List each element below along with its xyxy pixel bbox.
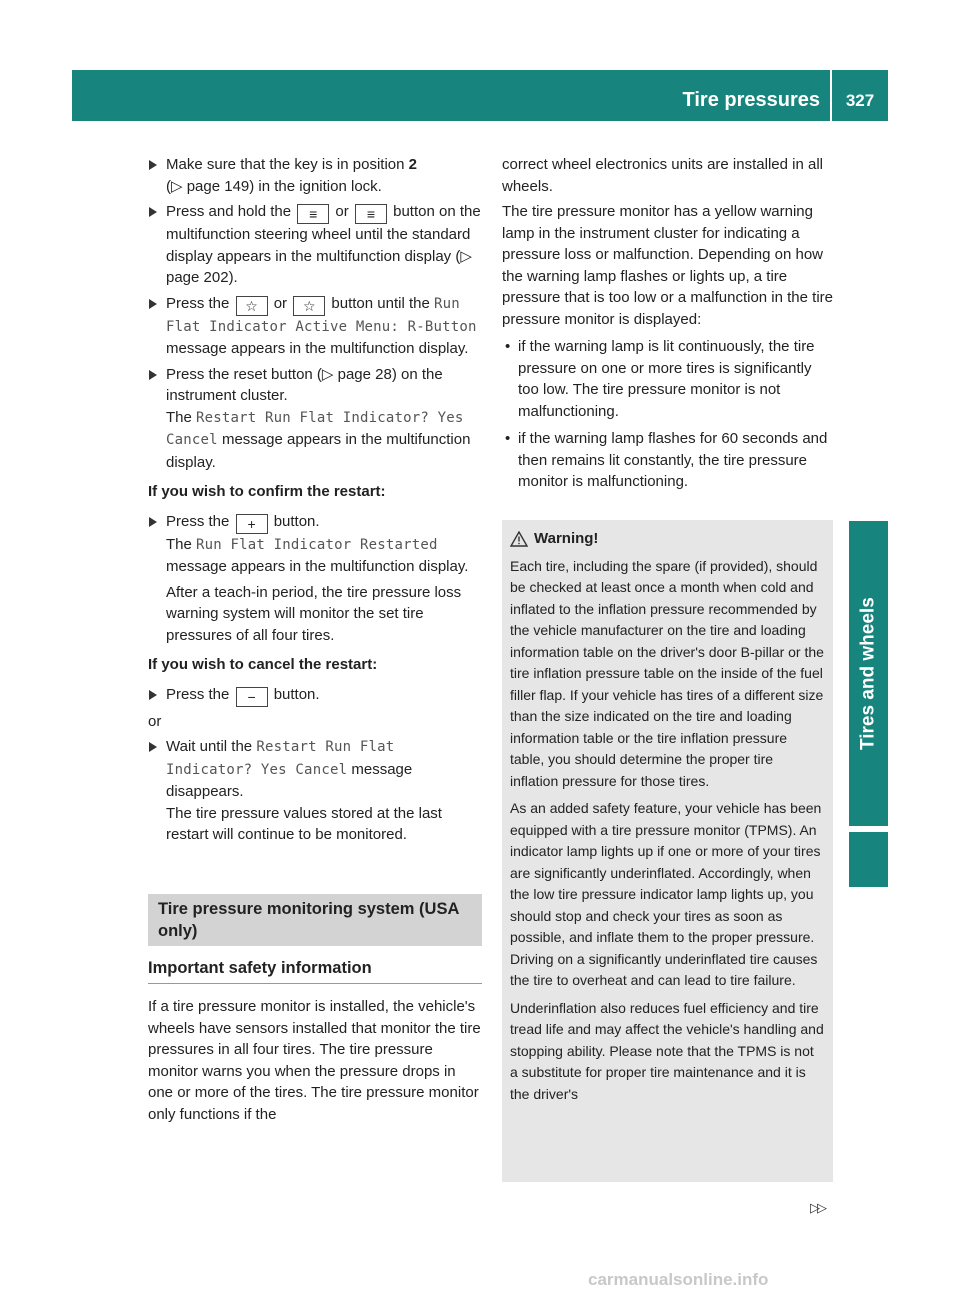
step-wait xyxy=(148,736,482,846)
step-text: Press the xyxy=(166,512,234,530)
display-message: Run Flat Indicator Active Menu: R-Button xyxy=(166,295,477,335)
cancel-heading: If you wish to cancel the restart: xyxy=(148,656,378,673)
step-text: The xyxy=(166,408,197,426)
step-select-menu xyxy=(148,293,482,360)
step-text: message appears in the multifunction display. xyxy=(166,340,469,357)
step-reset xyxy=(148,364,482,474)
right-column xyxy=(502,154,836,493)
warning-paragraph: Underinflation also reduces fuel efficiency and tire tread life and may affect the vehicle's handling and stopping ability. Please note that the TPMS is not a substitute for proper tire maintenance and it is the driver's xyxy=(510,999,824,1102)
chapter-marker xyxy=(849,832,888,887)
step-text: button until the xyxy=(327,294,434,312)
body-paragraph: correct wheel electronics units are installed in all wheels. xyxy=(502,156,823,195)
header-title: Tire pressures xyxy=(682,89,820,111)
page-header xyxy=(72,70,888,121)
step-text: Wait until the xyxy=(166,738,257,755)
page-number: 327 xyxy=(845,91,875,110)
display-message: Run Flat Indicator Restarted xyxy=(196,536,438,553)
step-text: button. xyxy=(269,685,320,703)
step-text: (▷ page 149) in the ignition lock. xyxy=(166,177,382,195)
display-message: Restart Run Flat Indicator? Yes Cancel xyxy=(166,739,395,778)
chapter-tab xyxy=(849,521,888,826)
step-text: Press the reset button (▷ page 28) on the instrument cluster. xyxy=(166,365,443,404)
warning-paragraph: As an added safety feature, your vehicle has been equipped with a tire pressure monitor (TPMS). An indicator lamp lights up if one or more of your tires are significantly underinflated. Accordingly, when the low tire pressure indicator lamp lights up, you should stop and check your tires as soon as possible, and inflate them to the proper pressure. Driving on a significantly underinflated tire causes the tire to overheat and can lead to tire failure. xyxy=(510,800,822,988)
step-text: The tire pressure values stored at the last restart will continue to be monitored. xyxy=(166,804,442,843)
step-text: Press the xyxy=(166,294,234,312)
plus-button-icon: + xyxy=(236,514,268,534)
step-text: message appears in the multifunction display. xyxy=(166,431,471,471)
list-item: • if the warning lamp flashes for 60 seconds and then remains lit constantly, the tire pressure monitor is malfunctioning. xyxy=(502,428,836,493)
confirm-heading: If you wish to confirm the restart: xyxy=(148,483,386,500)
display-message: Restart Run Flat Indicator? Yes Cancel xyxy=(166,409,464,448)
display-button-alt-icon: ≡ xyxy=(355,204,387,224)
up-button-icon: ☆ xyxy=(236,296,268,316)
warning-triangle-icon xyxy=(510,531,528,547)
section-heading: Tire pressure monitoring system (USA only) xyxy=(148,894,482,946)
step-text: or xyxy=(331,203,353,220)
or-separator: or xyxy=(148,712,162,730)
list-item: • if the warning lamp is lit continuously, the tire pressure on one or more tires is significantly too low. The tire pressure monitor is not malfunctioning. xyxy=(502,336,836,422)
down-button-icon: ☆ xyxy=(293,296,325,316)
left-column xyxy=(148,154,482,1125)
continue-arrow-icon: ▷▷ xyxy=(810,1200,824,1215)
step-text: message disappears. xyxy=(166,760,413,800)
step-press-hold xyxy=(148,201,482,289)
subsection-heading: Important safety information xyxy=(148,958,482,985)
step-text: message appears in the multifunction display. xyxy=(166,558,469,575)
warning-title xyxy=(510,528,825,550)
step-key-position xyxy=(148,154,482,197)
step-text: button. xyxy=(269,512,320,530)
key-position-value: 2 xyxy=(408,156,417,173)
minus-button-icon: − xyxy=(236,687,268,707)
chapter-tab-label: Tires and wheels xyxy=(857,597,879,750)
step-text: or xyxy=(269,294,292,312)
step-confirm xyxy=(148,511,482,647)
step-text: The xyxy=(166,535,197,553)
warning-box xyxy=(502,520,833,1182)
step-text: Make sure that the key is in position xyxy=(166,156,409,173)
step-text: button on the multifunction steering wheel until the standard display appears in the multifunction display (▷ page 202). xyxy=(166,203,481,286)
step-text: Press and hold the xyxy=(166,203,296,220)
step-text: Press the xyxy=(166,685,234,703)
body-paragraph: The tire pressure monitor has a yellow warning lamp in the instrument cluster for indicating a pressure loss or malfunction. Depending on how the warning lamp flashes or lights up, a tire pressure that is too low or a malfunction in the tire pressure monitor is displayed: xyxy=(502,203,833,328)
warning-paragraph: Each tire, including the spare (if provided), should be checked at least once a month when cold and inflated to the inflation pressure recommended by the vehicle manufacturer on the tire and loading information table on the driver's door B-pillar or the tire inflation pressure table on the inside of the fuel filler flap. If your vehicle has tires of a different size than the size indicated on the tire and loading information table or the tire inflation pressure table, you should determine the proper tire inflation pressure for those tires. xyxy=(510,557,824,789)
warning-title-text: Warning! xyxy=(534,530,599,547)
step-cancel xyxy=(148,684,482,707)
display-button-icon: ≡ xyxy=(297,204,329,224)
watermark: carmanualsonline.info xyxy=(588,1270,769,1289)
body-paragraph: If a tire pressure monitor is installed, the vehicle's wheels have sensors installed that monitor the tire pressures in all four tires. The tire pressure monitor warns you when the pressure drops in one or more of the tires. The tire pressure monitor only functions if the xyxy=(148,998,481,1123)
step-note: After a teach-in period, the tire pressure loss warning system will monitor the set tire pressures of all four tires. xyxy=(166,583,462,644)
